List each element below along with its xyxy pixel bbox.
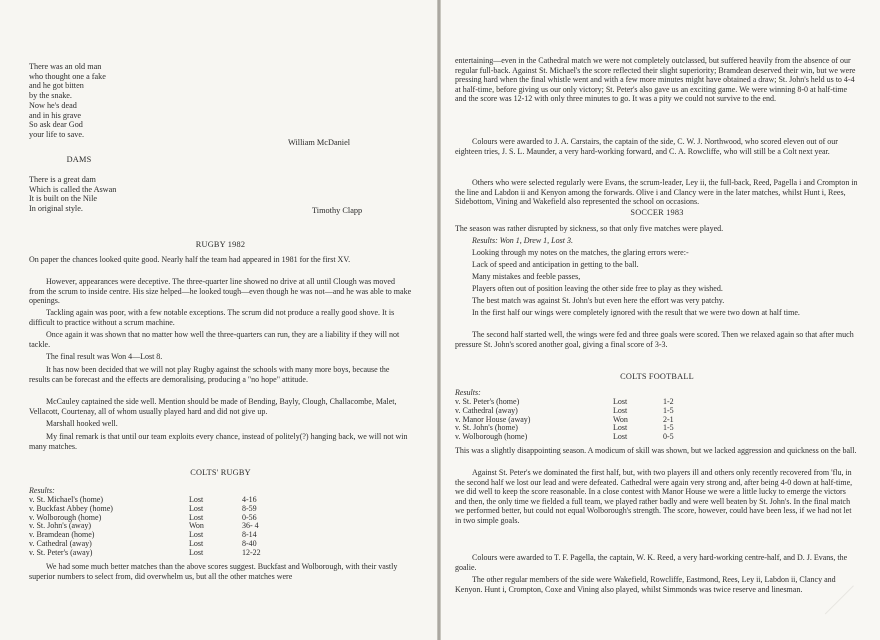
result-outcome: Lost bbox=[189, 503, 204, 513]
rugby-paragraph-2: However, appearances were deceptive. The three-quarter line showed no drive at all until Clough was moved from the scrum to inside centre. His size helped—he looked tough—even though he was not—and he was able to make openings. bbox=[29, 277, 412, 306]
rugby-paragraph-8: Marshall hooked well. bbox=[46, 419, 118, 428]
result-opponent: v. Manor House (away) bbox=[455, 414, 531, 424]
result-outcome: Won bbox=[189, 521, 204, 531]
result-score: 1-5 bbox=[663, 405, 674, 415]
rugby-paragraph-9: My final remark is that until our team exploits every chance, instead of politely(?) hanging back, we will not win many matches. bbox=[29, 432, 408, 451]
result-opponent: v. Wolborough (home) bbox=[455, 432, 528, 442]
result-opponent: v. St. John's (home) bbox=[455, 423, 518, 433]
result-score: 8-14 bbox=[242, 530, 257, 540]
result-opponent: v. Cathedral (away) bbox=[29, 538, 92, 548]
result-score: 8-59 bbox=[242, 503, 257, 513]
result-outcome: Lost bbox=[613, 432, 628, 442]
colts-rugby-others-paragraph: Others who were selected regularly were Evans, the scrum-leader, Ley ii, the full-back, Reed, Pagella i and Crompton in the line and Labdon ii and Kenyon among the forwards. Olive i and Clancy were in the later matches, whilst Hunt i, Rees, Sidebottom, Vining and Wakefield also represented the school on occasions. bbox=[455, 178, 858, 207]
result-outcome: Won bbox=[613, 414, 628, 424]
result-score: 1-2 bbox=[663, 397, 674, 406]
colts-rugby-colours-paragraph: Colours were awarded to J. A. Carstairs, the captain of the side, C. W. J. Northwood, who scored eleven out of our eighteen tries, J. S. L. Maunder, a very hard-working forward, and C. A. Rowcliffe, who will still be a Colt next year. bbox=[455, 137, 838, 156]
dams-title: DAMS bbox=[66, 155, 92, 164]
rugby-1982-title: RUGBY 1982 bbox=[195, 240, 246, 249]
poem-dams: There is a great dam Which is called the Aswan It is built on the Nile In original style. bbox=[29, 175, 117, 214]
poem-old-man: There was an old man who thought one a fake and he got bitten by the snake. Now he's dead and in his grave So ask dear God your life to save. bbox=[29, 62, 106, 139]
result-opponent: v. Wolborough (home) bbox=[29, 512, 102, 522]
table-row bbox=[29, 549, 329, 558]
colts-football-paragraph-3: Colours were awarded to T. F. Pagella, the captain, W. K. Reed, a very hard-working centre-half, and D. J. Evans, the goalie. bbox=[455, 553, 848, 572]
rugby-paragraph-5: The final result was Won 4—Lost 8. bbox=[46, 352, 163, 361]
colts-rugby-title: COLTS' RUGBY bbox=[190, 468, 251, 477]
colts-rugby-results-label: Results: bbox=[29, 486, 55, 495]
result-score: 8-40 bbox=[242, 538, 257, 548]
result-opponent: v. Cathedral (away) bbox=[455, 405, 518, 415]
soccer-1983-title: SOCCER 1983 bbox=[630, 208, 684, 217]
soccer-paragraph-5: Many mistakes and feeble passes, bbox=[472, 272, 581, 281]
soccer-paragraph-8: In the first half our wings were completely ignored with the result that we were two down at half time. bbox=[472, 308, 800, 317]
result-outcome: Lost bbox=[613, 405, 628, 415]
result-score: 0-56 bbox=[242, 512, 257, 522]
result-outcome: Lost bbox=[189, 495, 204, 504]
soccer-paragraph-9: The second half started well, the wings were fed and three goals were scored. Then we relaxed again so that after much pressure St. John's scored another goal, giving a final score of 3-3. bbox=[455, 330, 854, 349]
colts-football-results-label: Results: bbox=[455, 388, 481, 397]
colts-football-title: COLTS FOOTBALL bbox=[620, 372, 694, 381]
rugby-paragraph-7: McCauley captained the side well. Mention should be made of Bending, Bayly, Clough, Challacombe, Malet, Vellacott, Courtenay, all of whom usually played hard and did not give up. bbox=[29, 397, 397, 416]
colts-rugby-closing-paragraph: We had some much better matches than the above scores suggest. Buckfast and Wolborough, with their vastly superior numbers to select from, did overwhelm us, but all the other matches were bbox=[29, 562, 398, 581]
soccer-paragraph-1: The season was rather disrupted by sickness, so that only five matches were played. bbox=[455, 224, 724, 233]
result-outcome: Lost bbox=[189, 512, 204, 522]
soccer-paragraph-3: Looking through my notes on the matches, the glaring errors were:- bbox=[472, 248, 689, 257]
result-opponent: v. St. Michael's (home) bbox=[29, 495, 104, 504]
result-outcome: Lost bbox=[613, 397, 628, 406]
poem-old-man-author: William McDaniel bbox=[288, 138, 351, 147]
soccer-paragraph-6: Players often out of position leaving the other side free to play as they wished. bbox=[472, 284, 723, 293]
rugby-paragraph-4: Once again it was shown that no matter how well the three-quarters can run, they are a liability if they will not tackle. bbox=[29, 330, 400, 349]
result-opponent: v. St. John's (away) bbox=[29, 521, 92, 531]
result-score: 0-5 bbox=[663, 432, 674, 442]
result-outcome: Lost bbox=[189, 547, 204, 557]
result-opponent: v. Bramdean (home) bbox=[29, 530, 95, 540]
rugby-paragraph-3: Tackling again was poor, with a few notable exceptions. The scrum did not produce a really good shove. It is difficult to practice without a scrum machine. bbox=[29, 308, 395, 327]
result-opponent: v. Buckfast Abbey (home) bbox=[29, 503, 113, 513]
colts-football-paragraph-1: This was a slightly disappointing season. A modicum of skill was shown, but we lacked aggression and quickness on the ball. bbox=[455, 446, 857, 455]
result-opponent: v. St. Peter's (home) bbox=[455, 397, 520, 406]
table-row bbox=[455, 433, 755, 442]
result-score: 1-5 bbox=[663, 423, 674, 433]
soccer-paragraph-7: The best match was against St. John's but even here the effort was very patchy. bbox=[472, 296, 725, 305]
left-page bbox=[0, 0, 437, 640]
result-opponent: v. St. Peter's (away) bbox=[29, 547, 93, 557]
colts-football-results-table bbox=[455, 398, 755, 442]
rugby-paragraph-6: It has now been decided that we will not play Rugby against the schools with many more boys, because the results can be forecast and the effects are demoralising, producing a "no hope" attitude. bbox=[29, 365, 390, 384]
colts-football-paragraph-2: Against St. Peter's we dominated the first half, but, with two players ill and others only recently recovered from 'flu, in the second half we lost our lead and were defeated. Cathedral were again very strong and, after being 4-0 down at half-time, we did well to keep the score reasonable. In a close contest with Manor House we were a little lucky to emerge the victors and then, the only time we fielded a full team, we played rather badly and were well beaten by St. John's. In the final match we performed better, but could not equal Wolborough's strength. The score, however, could have been less, if we had not let in two simple goals. bbox=[455, 468, 853, 525]
colts-rugby-results-table bbox=[29, 496, 329, 558]
rugby-paragraph-1: On paper the chances looked quite good. Nearly half the team had appeared in 1981 for the first XV. bbox=[29, 255, 351, 264]
result-score: 2-1 bbox=[663, 414, 674, 424]
right-page bbox=[441, 0, 880, 640]
result-score: 4-16 bbox=[242, 495, 257, 504]
result-score: 12-22 bbox=[242, 547, 261, 557]
soccer-results-summary: Results: Won 1, Drew 1, Lost 3. bbox=[472, 236, 573, 245]
poem-dams-author: Timothy Clapp bbox=[312, 206, 363, 215]
result-outcome: Lost bbox=[189, 530, 204, 540]
result-outcome: Lost bbox=[189, 538, 204, 548]
soccer-paragraph-4: Lack of speed and anticipation in getting to the ball. bbox=[472, 260, 639, 269]
result-outcome: Lost bbox=[613, 423, 628, 433]
result-score: 36- 4 bbox=[242, 521, 259, 531]
colts-rugby-continued-paragraph: entertaining—even in the Cathedral match we were not completely outclassed, but suffered heavily from the absence of our regular full-back. Against St. Michael's the score reflected their slight superiority; Bramdean deserved their win, but we were pressing hard when the final whistle went and with a few more minutes might have obtained a draw; St. John's held us to 4-4 at half-time, before giving us our only victory; St. Peter's also gave us an exciting game. We were winning 8-0 at half-time and the score was 12-12 with only three minutes to go. It was a pity we could not survive to the end. bbox=[455, 56, 856, 104]
colts-football-paragraph-4: The other regular members of the side were Wakefield, Rowcliffe, Eastmond, Rees, Ley ii, Labdon ii, Clancy and Kenyon. Hunt i, Crompton, Coxe and Vining also played, whilst Simmonds was twice reserve and linesman. bbox=[455, 575, 836, 594]
